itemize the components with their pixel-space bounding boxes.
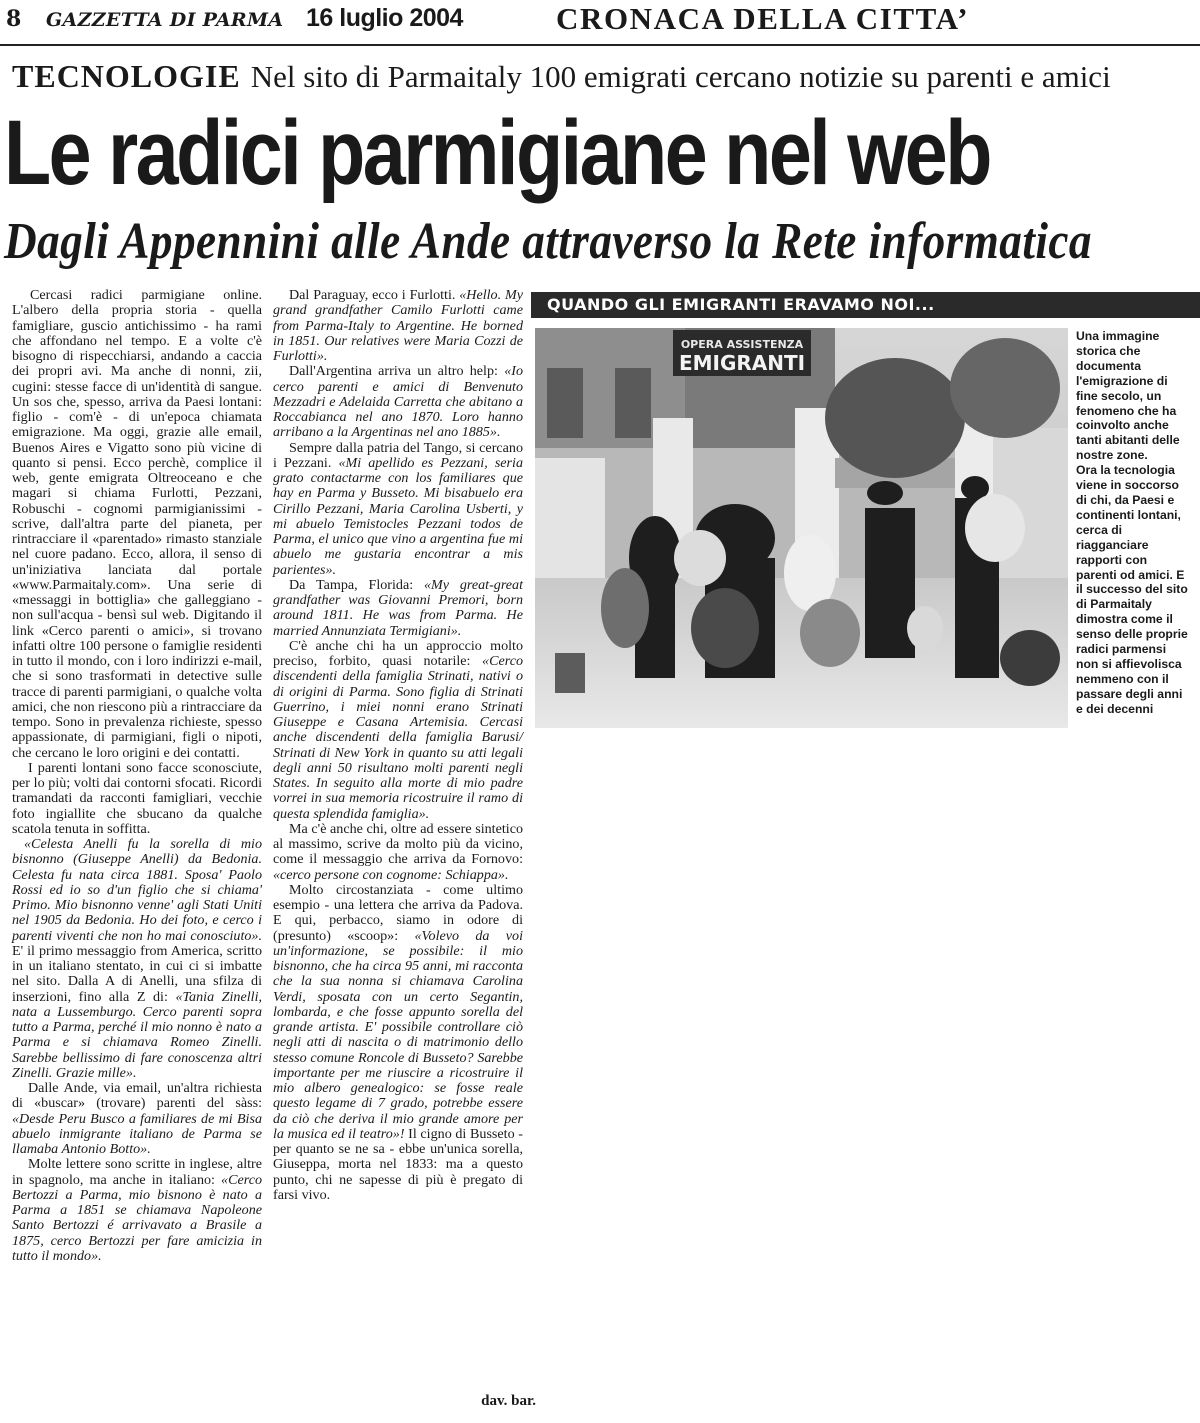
kicker-label: TECNOLOGIE: [12, 58, 241, 94]
quote-text: «Mi apellido es Pezzani, seria grato contactarme con los familiares que hay en Parma y Busseto. Mi bisabuelo era Cirillo Pezzani, Maria Carolina Usberti, y mi abuelo Temistocles Pezzani todos de Parma, el unico que vino a argentina fue mi abuelo me gustaria encontrar a mis parientes».: [273, 454, 524, 578]
quote-text: «Celesta Anelli fu la sorella di mio bisnonno (Giuseppe Anelli) da Bedonia. Celesta fu nata circa 1881. Sposa' Paolo Rossi ed io so d'un figlio che si chiama' Primo. Mio bisnonno venne' agli Stati Uniti nel 1905 da Bedonia. Ho dei foto, e cerco i parenti viventi che non ho mai conosciuto».: [12, 836, 262, 944]
quote-text: «cerco persone con cognome: Schiappa».: [273, 866, 509, 883]
paragraph: [273, 288, 523, 364]
caption-line: nostre zone.: [1076, 448, 1148, 463]
article-column-2: [273, 288, 523, 1203]
paragraph: [273, 822, 523, 883]
quote-text: «Desde Peru Busco a familiares de mi Bisa abuelo inmigrante italiano de Parma se llamaba Antonio Botto».: [12, 1110, 262, 1157]
caption-line: Ora la tecnologia: [1076, 463, 1175, 478]
sign-line-2: EMIGRANTI: [678, 351, 806, 375]
caption-line: riagganciare: [1076, 537, 1149, 552]
photo-box: [531, 292, 1200, 736]
caption-line: parenti od amici. E: [1076, 567, 1185, 582]
paragraph: [273, 883, 523, 1203]
caption-line: non si affievolisca: [1076, 656, 1182, 671]
emigrants-photo-illustration: [535, 328, 1068, 728]
quote-text: «Cerco discendenti della famiglia Strinati, nativi o di origini di Parma. Sono figlia di Strinati Guerrino, i miei nonni erano Strinati Giuseppe e Casana Artemisia. Cercasi anche discendenti della famiglia Barusi/ Strinati di New York in quanto su atti legali degli anni 50 risultano molti parenti negli States. In seguito alla morte di mio padre vorrei in sua memoria ricostruire il ramo di questa splendida famiglia».: [273, 653, 523, 822]
body-text: C'è anche chi ha un approccio molto preciso, forbito, quasi notarile:: [273, 637, 523, 669]
photo-banner: [531, 292, 1200, 318]
historical-photo: [535, 328, 1068, 728]
article-column-1: [12, 288, 262, 1264]
caption-line: storica che: [1076, 343, 1141, 358]
body-text: Dal Paraguay, ecco i Furlotti.: [289, 287, 460, 303]
quote-text: «Tania Zinelli, nata a Lussemburgo. Cerco parenti sopra tutto a Parma, perché il mio nonno è nato a Parma e si chiamava Romeo Zinelli. Sarebbe bellissimo di fare conoscenza altri Zinelli. Grazie mille».: [12, 988, 263, 1081]
byline: dav. bar.: [481, 1393, 536, 1409]
quote-text: «Cerco Bertozzi a Parma, mio bisnono è nato a Parma a 1851 se chiamava Napoleone Santo Bertozzi é arrivavato a Brasile a 1875, cerco Bertozzi per fare amicizia in tutto il mondo».: [12, 1171, 262, 1264]
body-text: Ma c'è anche chi, oltre ad essere sintetico al massimo, scrive da molto più da vicino, come il messaggio che arriva da Fornovo:: [273, 820, 523, 868]
caption-line: fenomeno che ha: [1076, 403, 1177, 418]
caption-line: e dei decenni: [1076, 701, 1154, 716]
body-text: E' il primo messaggio from America, scritto in un italiano stentato, in cui ci si imbatte nel sito. Dalla A di Anelli, una sfilza di inserzioni, fino alla Z di:: [12, 942, 262, 1005]
caption-line: continenti lontani,: [1076, 507, 1181, 522]
paragraph: [12, 1081, 262, 1157]
section-title: CRONACA DELLA CITTA’: [556, 1, 970, 36]
body-text: Molto circostanziata - come ultimo esempio - una lettera che arriva da Padova. E qui, perbacco, siamo in odore di (presunto) «scoop»:: [273, 881, 523, 944]
caption-line: tanti abitanti delle: [1076, 433, 1180, 448]
quote-text: «Io cerco parenti e amici di Benvenuto Mezzadri e Adelaida Carretta che abitano a Roccabianca nel ano 1870. Loro hanno arribano a la Argentinas nel ano 1885».: [273, 363, 523, 441]
body-text: Dalle Ande, via email, un'altra richiesta di «buscar» (trovare) parenti del sàss:: [12, 1080, 262, 1112]
caption-line: nemmeno con il: [1076, 671, 1169, 686]
caption-line: il successo del sito: [1076, 582, 1188, 597]
caption-line: dimostra come il: [1076, 612, 1173, 627]
body-text: Molte lettere sono scritte in inglese, altre in spagnolo, ma anche in italiano:: [12, 1156, 262, 1188]
body-text: Da Tampa, Florida:: [289, 576, 424, 593]
kicker: [12, 58, 1200, 95]
paragraph: [273, 441, 523, 578]
caption-line: coinvolto anche: [1076, 418, 1169, 433]
caption-line: senso delle proprie: [1076, 627, 1188, 642]
headline: Le radici parmigiane nel web: [4, 102, 990, 204]
caption-line: fine secolo, un: [1076, 388, 1162, 403]
quote-text: «Volevo da voi un'informazione, se possibile: il mio bisnonno, che ha circa 95 anni, mi racconta che la sua nonna si chiamava Carolina Verdi, sposata con un certo Segantin, lombarda, e che fosse appunto sorella del grande artista. E' possibile controllare ciò negli atti di nascita o di matrimonio dello stesso comune Roncole di Busseto? Sarebbe importante per me riuscire a ricostruire il mio albero genealogico: se fosse reale questo legame di 7 grado, potrebbe essere da ciò che deriva il mio grande amore per la musica ed il teatro»!: [273, 927, 523, 1142]
paragraph: Cercasi radici parmigiane online. L'albero della propria storia - quella famigliare, guscio antichissimo - ha rami che affondano nel tempo. E a volte c'è bisogno di rispecchiarsi, andando a caccia dei propri avi. Ma anche di nonni, zii, cugini: stesse facce di un'identità di sangue. Un sos che, spesso, arriva da Paesi lontani: figlio - com'è - di un'epoca chiamata emigrazione. Ma oggi, grazie alle email, Buenos Aires e Vigatto sono più vicine di quanto si pensi. Ecco perchè, complice il web, gente emigrata Oltreoceano e che magari si chiama Furlotti, Pezzani, Robuschi - cognomi parmigianissimi - scrive, dall'altra parte del pianeta, per rintracciare il «parentado» rimasto stanziale nel cuore padano. Ecco, allora, il senso di un'iniziativa lanciata dal portale «www.Parmaitaly.com». Una serie di «messaggi in bottiglia» che galleggiano - non sull'acqua - bensì sul web. Digitando il link «Cerco parenti o amici», si trovano infatti oltre 100 persone o famiglie residenti in tutto il mondo, con i loro indirizzi e-mail, che si sono trasformati in detective sulle tracce di parenti parmigiani, o qualche volta amici, che non riescono più a rintracciare da tempo. Sono in prevalenza richieste, spesso appassionate, di parmigiani, figli o nipoti, che cercano le loro origini e dei contatti.: [12, 287, 262, 761]
paragraph: [273, 364, 523, 440]
caption-line: rapporti con: [1076, 552, 1148, 567]
issue-date: 16 luglio 2004: [306, 4, 463, 32]
page-number: 8: [6, 6, 22, 32]
caption-line: di chi, da Paesi e: [1076, 492, 1175, 507]
running-header: [0, 0, 1200, 46]
newspaper-name: GAZZETTA DI PARMA: [46, 9, 284, 31]
photo-caption: [1076, 329, 1200, 717]
paragraph: [273, 578, 523, 639]
paragraph: [12, 837, 262, 1081]
caption-line: l'emigrazione di: [1076, 373, 1168, 388]
emigrants-sign: [673, 330, 811, 376]
photo-banner-text: QUANDO GLI EMIGRANTI ERAVAMO NOI...: [547, 295, 935, 314]
paragraph: I parenti lontani sono facce sconosciute, per lo più; volti dai contorni sfocati. Ricordi tramandati da racconti famigliari, vecchie foto ingiallite che sbucano da qualche scatola tenuta in soffitta.: [12, 759, 262, 837]
paragraph: [12, 1157, 262, 1264]
caption-line: passare degli anni: [1076, 686, 1183, 701]
body-text: Il cigno di Busseto - per quanto se ne sa - ebbe un'unica sorella, Giuseppa, morta nel 1833: ma a questo punto, chi ne sapesse di più è pregato di farsi vivo.: [273, 1125, 523, 1203]
body-text: Dall'Argentina arriva un altro help:: [289, 363, 505, 380]
paragraph: [273, 639, 523, 822]
subheadline: Dagli Appennini alle Ande attraverso la Rete informatica: [4, 213, 1092, 270]
caption-line: cerca di: [1076, 522, 1123, 537]
kicker-text: Nel sito di Parmaitaly 100 emigrati cercano notizie su parenti e amici: [250, 59, 1111, 94]
caption-line: viene in soccorso: [1076, 478, 1179, 493]
quote-text: «Hello. My grand grandfather Camilo Furlotti came from Parma-Italy to Argentine. He borned in 1851. Our relatives were Maria Cozzi de Furlotti».: [273, 287, 523, 364]
quote-text: «My great-great grandfather was Giovanni Premori, born around 1811. He was from Parma. He married Annunziata Termigiani».: [273, 576, 524, 639]
caption-line: documenta: [1076, 358, 1142, 373]
body-text: Sempre dalla patria del Tango, si cercano i Pezzani.: [273, 439, 523, 471]
sign-line-1: OPERA ASSISTENZA: [680, 338, 804, 351]
caption-line: Una immagine: [1076, 329, 1160, 343]
caption-line: radici parmensi: [1076, 642, 1167, 657]
caption-line: di Parmaitaly: [1076, 597, 1152, 612]
